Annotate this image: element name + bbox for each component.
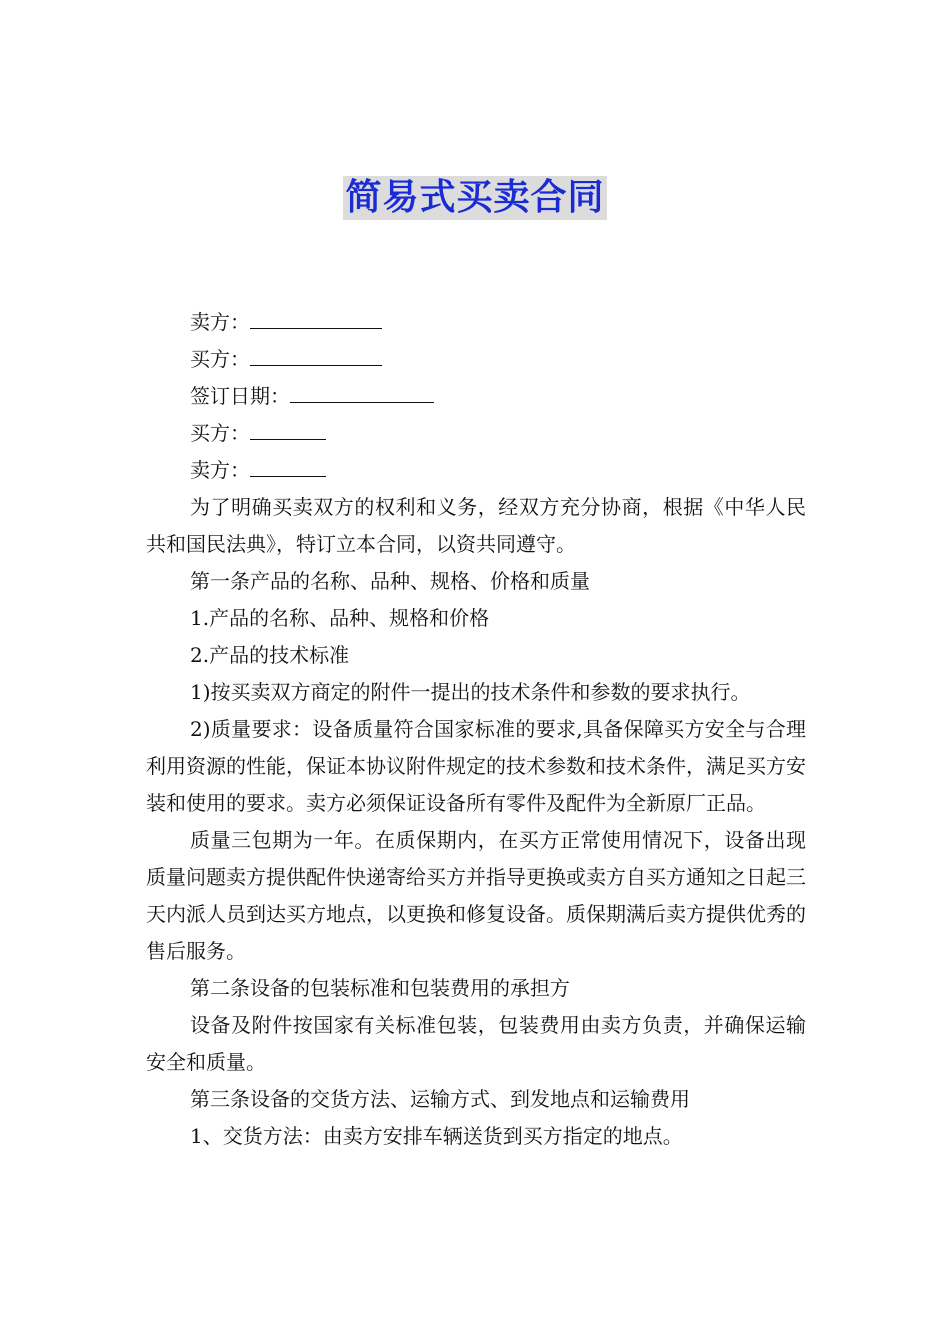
article-1-item-1: 1.产品的名称、品种、规格和价格 xyxy=(190,606,490,630)
article-2-body: 设备及附件按国家有关标准包装，包装费用由卖方负责，并确保运输安全和质量。 xyxy=(146,1013,806,1074)
buyer-field-2 xyxy=(146,415,806,452)
article-1-sub-2: 2)质量要求：设备质量符合国家标准的要求,具备保障买方安全与合理利用资源的性能，保证本协议附件规定的技术参数和技术条件，满足买方安装和使用的要求。卖方必须保证设备所有零件及配件为全新原厂正品。 xyxy=(146,717,806,815)
buyer-label: 买方： xyxy=(190,347,250,371)
article-2-heading: 第二条设备的包装标准和包装费用的承担方 xyxy=(190,976,570,1000)
article-1-sub-1: 1)按买卖双方商定的附件一提出的技术条件和参数的要求执行。 xyxy=(190,680,751,704)
article-1-item-2: 2.产品的技术标准 xyxy=(190,643,350,667)
article-3-item-1: 1、交货方法：由卖方安排车辆送货到买方指定的地点。 xyxy=(190,1124,683,1148)
article-1-heading: 第一条产品的名称、品种、规格、价格和质量 xyxy=(190,569,590,593)
buyer-blank[interactable] xyxy=(250,341,382,366)
sign-date-field xyxy=(146,378,806,415)
buyer-label-2: 买方： xyxy=(190,421,250,445)
warranty-paragraph: 质量三包期为一年。在质保期内，在买方正常使用情况下，设备出现质量问题卖方提供配件快递寄给买方并指导更换或卖方自买方通知之日起三天内派人员到达买方地点，以更换和修复设备。质保期满后卖方提供优秀的售后服务。 xyxy=(146,828,806,963)
title-container xyxy=(0,176,950,220)
seller-label: 卖方： xyxy=(190,310,250,334)
seller-label-2: 卖方： xyxy=(190,458,250,482)
sign-date-label: 签订日期： xyxy=(190,384,290,408)
sign-date-blank[interactable] xyxy=(290,378,434,403)
article-3-heading: 第三条设备的交货方法、运输方式、到发地点和运输费用 xyxy=(190,1087,690,1111)
document-title: 简易式买卖合同 xyxy=(345,177,605,218)
buyer-blank-2[interactable] xyxy=(250,415,326,440)
seller-blank-2[interactable] xyxy=(250,452,326,477)
seller-blank[interactable] xyxy=(250,304,382,329)
preamble-paragraph: 为了明确买卖双方的权利和义务，经双方充分协商，根据《中华人民共和国民法典》，特订立本合同，以资共同遵守。 xyxy=(146,495,806,556)
seller-field-2 xyxy=(146,452,806,489)
seller-field xyxy=(146,304,806,341)
buyer-field xyxy=(146,341,806,378)
contract-body xyxy=(146,304,806,1155)
